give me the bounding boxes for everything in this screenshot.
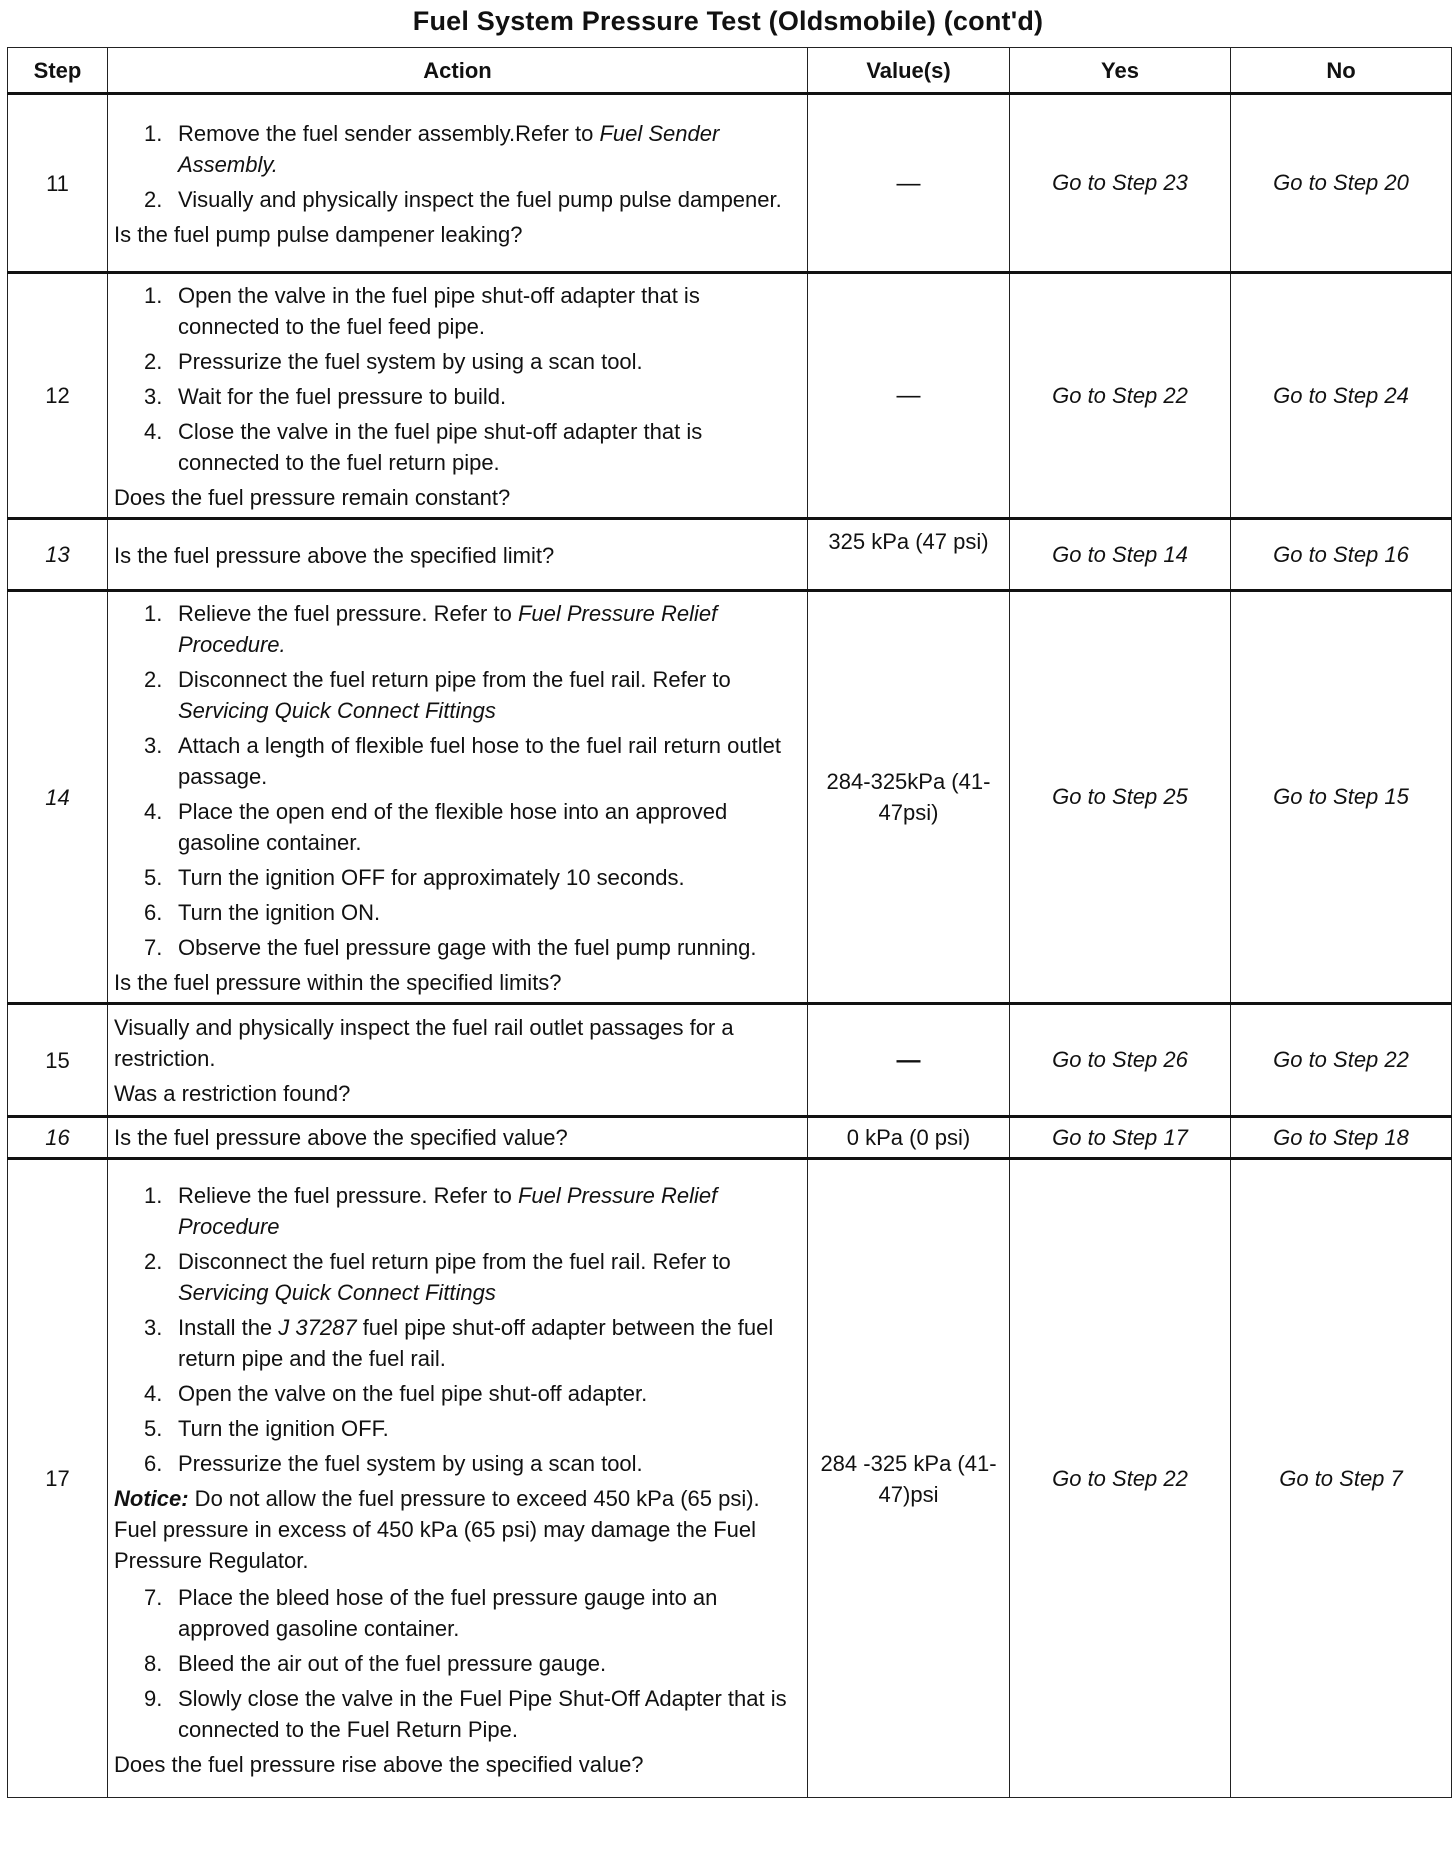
action-item bbox=[114, 730, 801, 792]
notice-text: Do not allow the fuel pressure to exceed 450 kPa (65 psi). Fuel pressure in excess of 450 kPa (65 psi) may damage the Fuel Pressure Regulator. bbox=[114, 1485, 760, 1573]
item-text: Slowly close the valve in the Fuel Pipe Shut-Off Adapter that is connected to the Fuel Return Pipe. bbox=[178, 1685, 787, 1742]
item-number: 9. bbox=[144, 1685, 163, 1711]
table-row bbox=[8, 1159, 1452, 1798]
action-question: Does the fuel pressure remain constant? bbox=[114, 485, 511, 510]
item-text: Pressurize the fuel system by using a scan tool. bbox=[178, 349, 643, 374]
value-cell bbox=[808, 94, 1010, 273]
item-text: Turn the ignition OFF. bbox=[178, 1415, 389, 1441]
no-cell: Go to Step 16 bbox=[1231, 519, 1452, 591]
action-item bbox=[114, 280, 801, 342]
action-cell bbox=[108, 591, 808, 1004]
action-item bbox=[114, 796, 801, 858]
item-text: Relieve the fuel pressure. Refer to bbox=[178, 1182, 518, 1208]
action-item bbox=[114, 118, 801, 180]
action-question: Was a restriction found? bbox=[114, 1080, 351, 1106]
value-cell: 284 -325 kPa (41-47)psi bbox=[808, 1159, 1010, 1798]
action-question: Does the fuel pressure rise above the specified value? bbox=[114, 1751, 644, 1777]
notice bbox=[114, 1483, 801, 1576]
item-number: 2. bbox=[144, 187, 163, 212]
action-item bbox=[114, 184, 801, 215]
action-item bbox=[114, 346, 801, 377]
action-item bbox=[114, 1413, 801, 1444]
item-text: Install the bbox=[178, 1314, 279, 1340]
action-question: Is the fuel pressure above the specified value? bbox=[114, 1125, 568, 1150]
item-text: Relieve the fuel pressure. Refer to bbox=[178, 601, 518, 626]
step-number: 13 bbox=[8, 519, 108, 591]
action-item bbox=[114, 1648, 801, 1679]
item-number: 1. bbox=[144, 121, 163, 146]
action-item bbox=[114, 416, 801, 478]
yes-cell: Go to Step 25 bbox=[1010, 591, 1231, 1004]
item-number: 6. bbox=[144, 900, 163, 925]
action-item bbox=[114, 1246, 801, 1308]
action-item bbox=[114, 1378, 801, 1409]
no-cell: Go to Step 20 bbox=[1231, 94, 1452, 273]
action-item bbox=[114, 862, 801, 893]
action-item bbox=[114, 381, 801, 412]
item-number: 6. bbox=[144, 1450, 163, 1476]
value-cell: 0 kPa (0 psi) bbox=[808, 1117, 1010, 1159]
item-number: 3. bbox=[144, 733, 163, 758]
table-row bbox=[8, 591, 1452, 1004]
item-number: 2. bbox=[144, 667, 163, 692]
step-number: 11 bbox=[8, 94, 108, 273]
item-number: 4. bbox=[144, 419, 163, 444]
yes-cell: Go to Step 23 bbox=[1010, 94, 1231, 273]
action-item bbox=[114, 664, 801, 726]
yes-cell: Go to Step 14 bbox=[1010, 519, 1231, 591]
no-cell: Go to Step 22 bbox=[1231, 1004, 1452, 1117]
value-text: — bbox=[896, 382, 921, 409]
value-text: — bbox=[896, 169, 921, 197]
yes-cell: Go to Step 26 bbox=[1010, 1004, 1231, 1117]
no-cell: Go to Step 15 bbox=[1231, 591, 1452, 1004]
step-number: 15 bbox=[8, 1004, 108, 1117]
step-number: 14 bbox=[8, 591, 108, 1004]
item-text: Visually and physically inspect the fuel pump pulse dampener. bbox=[178, 187, 782, 212]
table-row bbox=[8, 94, 1452, 273]
table-row bbox=[8, 1117, 1452, 1159]
action-cell bbox=[108, 1004, 808, 1117]
value-cell bbox=[808, 1004, 1010, 1117]
yes-cell: Go to Step 22 bbox=[1010, 273, 1231, 519]
item-text: Wait for the fuel pressure to build. bbox=[178, 384, 507, 409]
action-item bbox=[114, 1582, 801, 1644]
item-number: 8. bbox=[144, 1650, 163, 1676]
table-row bbox=[8, 519, 1452, 591]
action-text: Visually and physically inspect the fuel rail outlet passages for a restriction. bbox=[114, 1014, 734, 1071]
step-number: 16 bbox=[8, 1117, 108, 1159]
item-number: 3. bbox=[144, 1314, 163, 1340]
column-header-values: Value(s) bbox=[808, 48, 1010, 94]
item-text: Observe the fuel pressure gage with the fuel pump running. bbox=[178, 935, 757, 960]
action-item bbox=[114, 897, 801, 928]
value-text: — bbox=[896, 1046, 921, 1074]
action-cell bbox=[108, 1117, 808, 1159]
action-item bbox=[114, 1180, 801, 1242]
action-item bbox=[114, 598, 801, 660]
action-item bbox=[114, 1448, 801, 1479]
item-reference: Servicing Quick Connect Fittings bbox=[178, 1279, 496, 1305]
item-text: Bleed the air out of the fuel pressure gauge. bbox=[178, 1650, 607, 1676]
action-item bbox=[114, 1312, 801, 1374]
item-text: Remove the fuel sender assembly.Refer to bbox=[178, 121, 600, 146]
item-text-after: fuel pipe shut-off adapter between the fuel return pipe and the fuel rail. bbox=[178, 1314, 774, 1371]
action-item bbox=[114, 1683, 801, 1745]
action-item bbox=[114, 932, 801, 963]
item-text: Place the bleed hose of the fuel pressure gauge into an approved gasoline container. bbox=[178, 1584, 718, 1641]
action-question: Is the fuel pressure above the specified limit? bbox=[114, 543, 555, 568]
step-number: 12 bbox=[8, 273, 108, 519]
item-reference: Fuel Pressure Relief Procedure bbox=[178, 1182, 718, 1239]
notice-label: Notice: bbox=[114, 1485, 189, 1511]
procedure-table bbox=[7, 47, 1452, 1798]
table-row bbox=[8, 273, 1452, 519]
item-number: 7. bbox=[144, 1584, 163, 1610]
table-header-row bbox=[8, 48, 1452, 94]
action-cell bbox=[108, 1159, 808, 1798]
value-cell: 284-325kPa (41-47psi) bbox=[808, 591, 1010, 1004]
item-reference: Fuel Sender Assembly. bbox=[178, 121, 720, 177]
item-reference: Fuel Pressure Relief Procedure. bbox=[178, 601, 718, 657]
action-cell bbox=[108, 94, 808, 273]
item-text: Disconnect the fuel return pipe from the fuel rail. Refer to bbox=[178, 667, 731, 692]
item-number: 1. bbox=[144, 1182, 163, 1208]
item-number: 5. bbox=[144, 1415, 163, 1441]
item-reference: Servicing Quick Connect Fittings bbox=[178, 698, 496, 723]
no-cell: Go to Step 18 bbox=[1231, 1117, 1452, 1159]
item-text: Open the valve on the fuel pipe shut-off adapter. bbox=[178, 1380, 648, 1406]
page-title: Fuel System Pressure Test (Oldsmobile) (cont'd) bbox=[412, 6, 1044, 36]
item-text: Disconnect the fuel return pipe from the fuel rail. Refer to bbox=[178, 1248, 731, 1274]
no-cell: Go to Step 24 bbox=[1231, 273, 1452, 519]
item-number: 2. bbox=[144, 1248, 163, 1274]
no-cell: Go to Step 7 bbox=[1231, 1159, 1452, 1798]
yes-cell: Go to Step 22 bbox=[1010, 1159, 1231, 1798]
item-text: Open the valve in the fuel pipe shut-off adapter that is connected to the fuel feed pipe. bbox=[178, 283, 700, 339]
action-question: Is the fuel pump pulse dampener leaking? bbox=[114, 222, 523, 247]
item-number: 3. bbox=[144, 384, 163, 409]
item-reference: J 37287 bbox=[278, 1314, 357, 1340]
item-number: 7. bbox=[144, 935, 163, 960]
action-question: Is the fuel pressure within the specified limits? bbox=[114, 970, 562, 995]
item-text: Close the valve in the fuel pipe shut-off adapter that is connected to the fuel return pipe. bbox=[178, 419, 703, 475]
item-text: Turn the ignition ON. bbox=[178, 900, 381, 925]
item-number: 5. bbox=[144, 865, 163, 890]
item-number: 4. bbox=[144, 799, 163, 824]
item-number: 4. bbox=[144, 1380, 163, 1406]
column-header-action: Action bbox=[108, 48, 808, 94]
column-header-yes: Yes bbox=[1010, 48, 1231, 94]
yes-cell: Go to Step 17 bbox=[1010, 1117, 1231, 1159]
item-number: 1. bbox=[144, 601, 163, 626]
item-text: Place the open end of the flexible hose into an approved gasoline container. bbox=[178, 799, 728, 855]
value-cell bbox=[808, 273, 1010, 519]
item-text: Turn the ignition OFF for approximately 10 seconds. bbox=[178, 865, 685, 890]
action-cell bbox=[108, 273, 808, 519]
item-number: 1. bbox=[144, 283, 163, 308]
table-row bbox=[8, 1004, 1452, 1117]
step-number: 17 bbox=[8, 1159, 108, 1798]
column-header-no: No bbox=[1231, 48, 1452, 94]
column-header-step: Step bbox=[8, 48, 108, 94]
item-text: Attach a length of flexible fuel hose to the fuel rail return outlet passage. bbox=[178, 733, 781, 789]
action-cell bbox=[108, 519, 808, 591]
value-cell: 325 kPa (47 psi) bbox=[808, 519, 1010, 591]
item-number: 2. bbox=[144, 349, 163, 374]
item-text: Pressurize the fuel system by using a scan tool. bbox=[178, 1450, 643, 1476]
